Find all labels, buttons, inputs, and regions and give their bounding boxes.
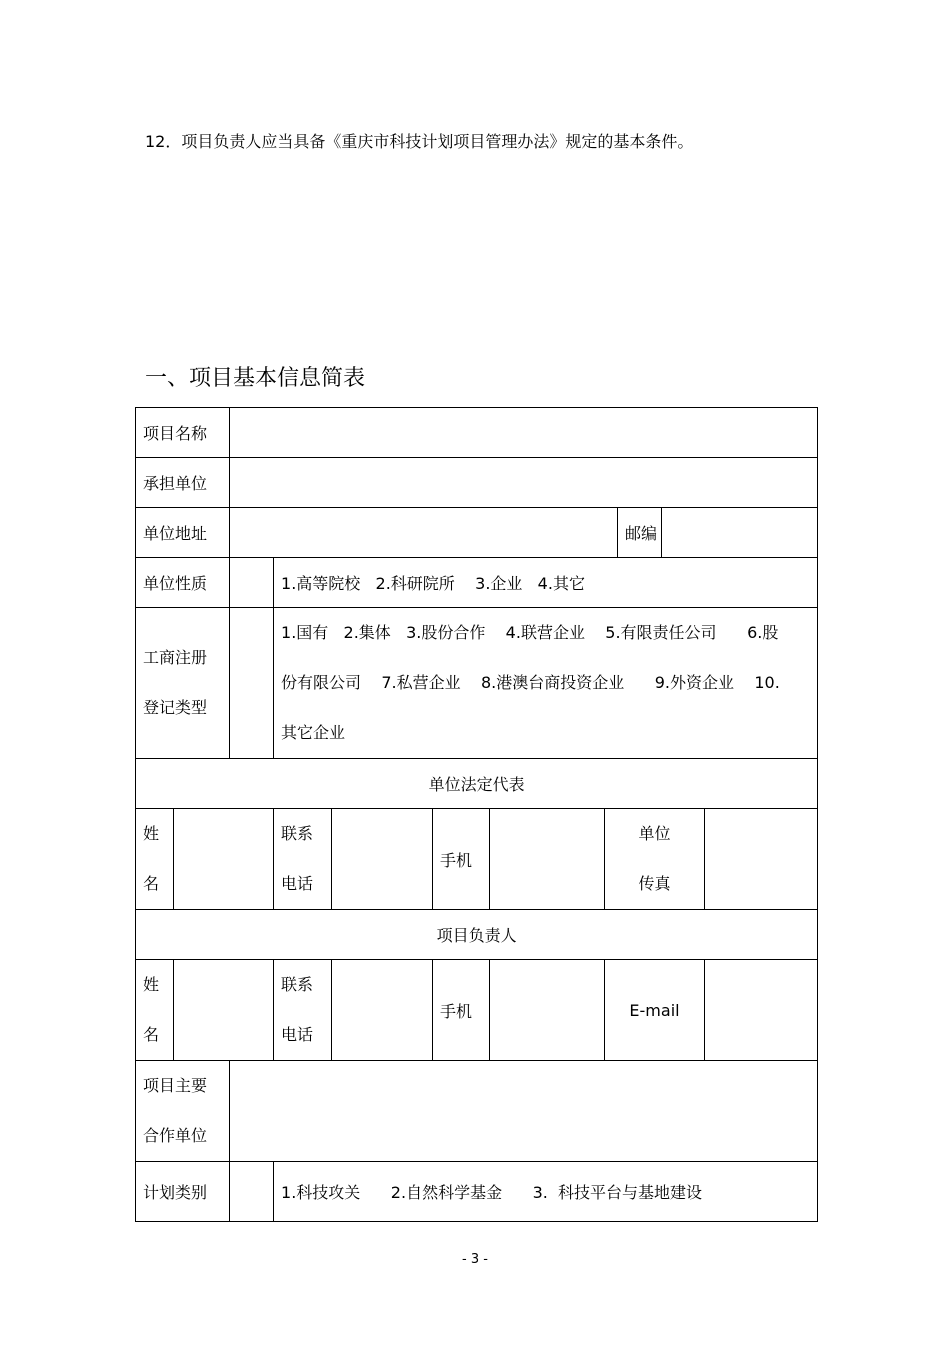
leader-phone-label-line-1: 联系	[281, 975, 314, 994]
row-partner-units	[136, 1061, 818, 1162]
row-unit-address	[136, 508, 818, 558]
leader-mobile-label: 手机	[433, 960, 490, 1061]
leader-phone-label	[274, 960, 332, 1061]
registration-label-line-1: 工商注册	[143, 648, 208, 667]
unit-nature-options: 1.高等院校 2.科研院所 3.企业 4.其它	[274, 558, 818, 608]
partner-units-value[interactable]	[230, 1061, 818, 1162]
registration-type-label	[136, 608, 230, 759]
postcode-label: 邮编	[618, 508, 662, 558]
registration-options-line-1: 1.国有 2.集体 3.股份合作 4.联营企业 5.有限责任公司 6.股	[281, 623, 779, 642]
fax-label-line-2: 传真	[638, 874, 671, 893]
legal-rep-name-value[interactable]	[174, 809, 274, 910]
row-undertaking-unit	[136, 458, 818, 508]
unit-address-value[interactable]	[230, 508, 618, 558]
row-leader-header	[136, 910, 818, 960]
name-label-line-2: 名	[143, 874, 160, 893]
legal-rep-mobile-value[interactable]	[490, 809, 605, 910]
row-legal-rep-header	[136, 759, 818, 809]
row-legal-rep-details	[136, 809, 818, 910]
undertaking-unit-label: 承担单位	[136, 458, 230, 508]
plan-category-options: 1.科技攻关 2.自然科学基金 3. 科技平台与基地建设	[274, 1162, 818, 1222]
row-registration-type	[136, 608, 818, 759]
partner-label-line-1: 项目主要	[143, 1076, 208, 1095]
leader-phone-value[interactable]	[332, 960, 433, 1061]
leader-phone-label-line-2: 电话	[281, 1025, 314, 1044]
leader-name-label-line-2: 名	[143, 1025, 160, 1044]
legal-rep-fax-label	[605, 809, 705, 910]
legal-rep-name-label	[136, 809, 174, 910]
legal-rep-phone-value[interactable]	[332, 809, 433, 910]
partner-label-line-2: 合作单位	[143, 1126, 208, 1145]
registration-options-line-2: 份有限公司 7.私营企业 8.港澳台商投资企业 9.外资企业 10.	[281, 673, 780, 692]
project-info-table	[135, 407, 818, 1222]
project-name-label: 项目名称	[136, 408, 230, 458]
plan-category-choice[interactable]	[230, 1162, 274, 1222]
registration-options-line-3: 其它企业	[281, 723, 346, 742]
registration-label-line-2: 登记类型	[143, 698, 208, 717]
phone-label-line-1: 联系	[281, 824, 314, 843]
plan-category-label: 计划类别	[136, 1162, 230, 1222]
section-title: 一、项目基本信息简表	[145, 366, 366, 391]
unit-nature-choice[interactable]	[230, 558, 274, 608]
partner-units-label	[136, 1061, 230, 1162]
row-unit-nature	[136, 558, 818, 608]
leader-email-value[interactable]	[705, 960, 818, 1061]
leader-name-value[interactable]	[174, 960, 274, 1061]
legal-rep-header: 单位法定代表	[136, 759, 818, 809]
name-label-line-1: 姓	[143, 824, 160, 843]
leader-name-label	[136, 960, 174, 1061]
phone-label-line-2: 电话	[281, 874, 314, 893]
legal-rep-fax-value[interactable]	[705, 809, 818, 910]
project-name-value[interactable]	[230, 408, 818, 458]
item-12-paragraph: 12．项目负责人应当具备《重庆市科技计划项目管理办法》规定的基本条件。	[145, 132, 694, 151]
row-project-name	[136, 408, 818, 458]
fax-label-line-1: 单位	[638, 824, 671, 843]
postcode-value[interactable]	[662, 508, 818, 558]
row-leader-details	[136, 960, 818, 1061]
leader-mobile-value[interactable]	[490, 960, 605, 1061]
unit-address-label: 单位地址	[136, 508, 230, 558]
unit-nature-label: 单位性质	[136, 558, 230, 608]
row-plan-category	[136, 1162, 818, 1222]
leader-header: 项目负责人	[136, 910, 818, 960]
leader-name-label-line-1: 姓	[143, 975, 160, 994]
registration-type-options	[274, 608, 818, 759]
legal-rep-mobile-label: 手机	[433, 809, 490, 910]
undertaking-unit-value[interactable]	[230, 458, 818, 508]
legal-rep-phone-label	[274, 809, 332, 910]
registration-type-choice[interactable]	[230, 608, 274, 759]
page-number: - 3 -	[462, 1252, 488, 1267]
leader-email-label: E-mail	[605, 960, 705, 1061]
